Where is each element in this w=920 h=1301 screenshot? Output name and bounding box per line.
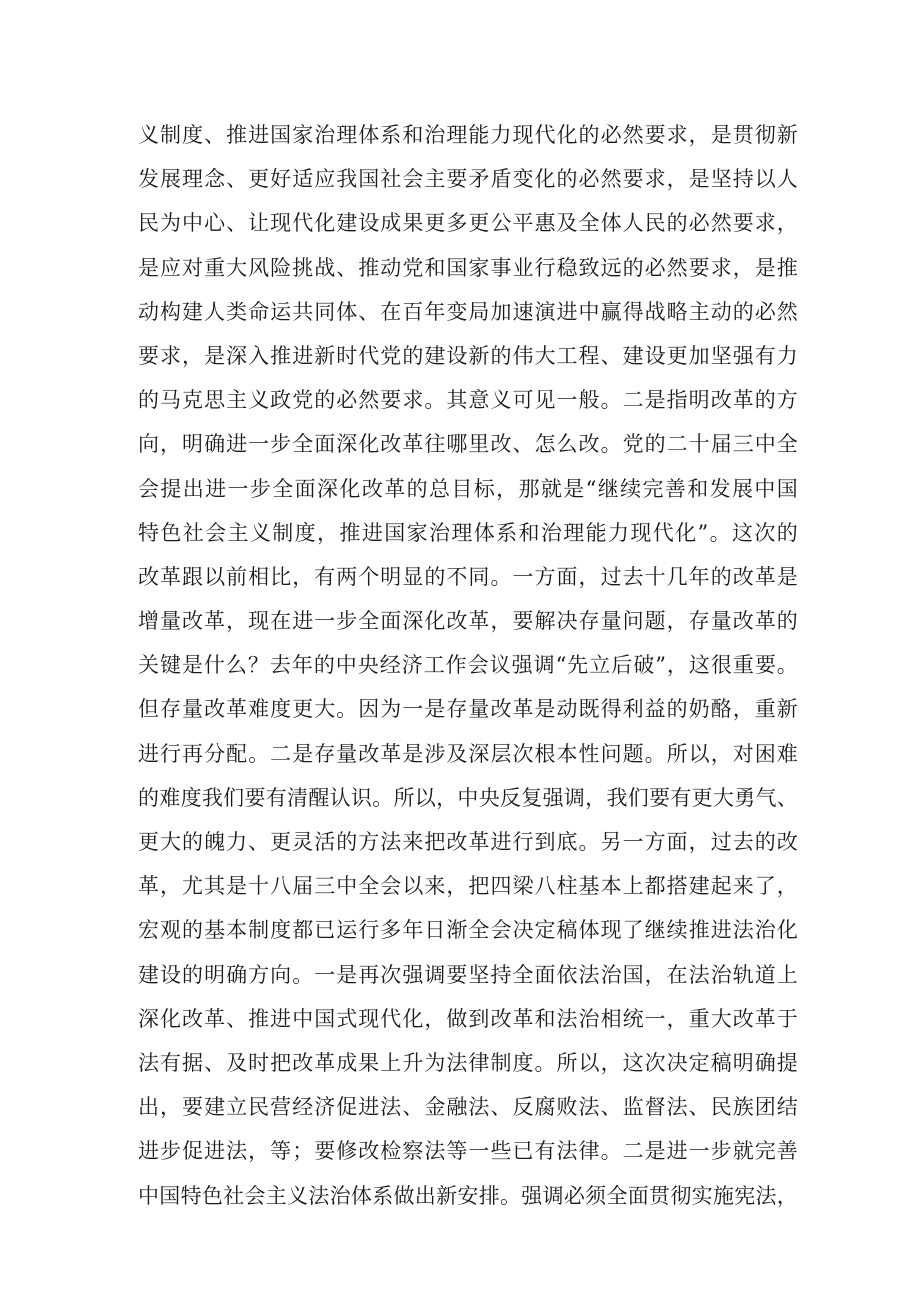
text-line: 中国特色社会主义法治体系做出新安排。强调必须全面贯彻实施宪法，	[138, 1183, 798, 1208]
text-line: 发展理念、更好适应我国社会主要矛盾变化的必然要求，是坚持以人	[138, 167, 798, 192]
text-line: 革，尤其是十八届三中全会以来，把四梁八柱基本上都搭建起来了，	[138, 874, 798, 899]
text-line: 增量改革，现在进一步全面深化改革，要解决存量问题，存量改革的	[138, 609, 798, 634]
text-line: 进步促进法，等；要修改检察法等一些已有法律。二是进一步就完善	[138, 1139, 798, 1164]
text-line: 出，要建立民营经济促进法、金融法、反腐败法、监督法、民族团结	[138, 1095, 798, 1120]
text-line: 要求，是深入推进新时代党的建设新的伟大工程、建设更加坚强有力	[138, 343, 798, 368]
text-line: 动构建人类命运共同体、在百年变局加速演进中赢得战略主动的必然	[138, 299, 798, 324]
text-line: 改革跟以前相比，有两个明显的不同。一方面，过去十几年的改革是	[138, 564, 798, 589]
text-line: 民为中心、让现代化建设成果更多更公平惠及全体人民的必然要求，	[138, 211, 798, 236]
text-line: 但存量改革难度更大。因为一是存量改革是动既得利益的奶酪，重新	[138, 697, 798, 722]
text-line: 关键是什么？去年的中央经济工作会议强调“先立后破”，这很重要。	[138, 653, 798, 678]
text-line: 宏观的基本制度都已运行多年日渐全会决定稿体现了继续推进法治化	[138, 918, 798, 943]
text-line: 的难度我们要有清醒认识。所以，中央反复强调，我们要有更大勇气、	[138, 785, 798, 810]
text-line: 进行再分配。二是存量改革是涉及深层次根本性问题。所以，对困难	[138, 741, 798, 766]
text-line: 义制度、推进国家治理体系和治理能力现代化的必然要求，是贯彻新	[138, 123, 798, 147]
text-line: 法有据、及时把改革成果上升为法律制度。所以，这次决定稿明确提	[138, 1050, 798, 1075]
text-line: 建设的明确方向。一是再次强调要坚持全面依法治国，在法治轨道上	[138, 962, 798, 987]
text-line: 特色社会主义制度，推进国家治理体系和治理能力现代化”。这次的	[138, 520, 798, 545]
text-line: 向，明确进一步全面深化改革往哪里改、怎么改。党的二十届三中全	[138, 432, 798, 457]
text-line: 是应对重大风险挑战、推动党和国家事业行稳致远的必然要求，是推	[138, 255, 798, 280]
body-text	[138, 113, 798, 1218]
text-line: 深化改革、推进中国式现代化，做到改革和法治相统一，重大改革于	[138, 1006, 798, 1031]
text-line: 的马克思主义政党的必然要求。其意义可见一般。二是指明改革的方	[138, 388, 798, 413]
text-line: 更大的魄力、更灵活的方法来把改革进行到底。另一方面，过去的改	[138, 830, 798, 854]
text-line: 会提出进一步全面深化改革的总目标，那就是“继续完善和发展中国	[138, 476, 798, 501]
